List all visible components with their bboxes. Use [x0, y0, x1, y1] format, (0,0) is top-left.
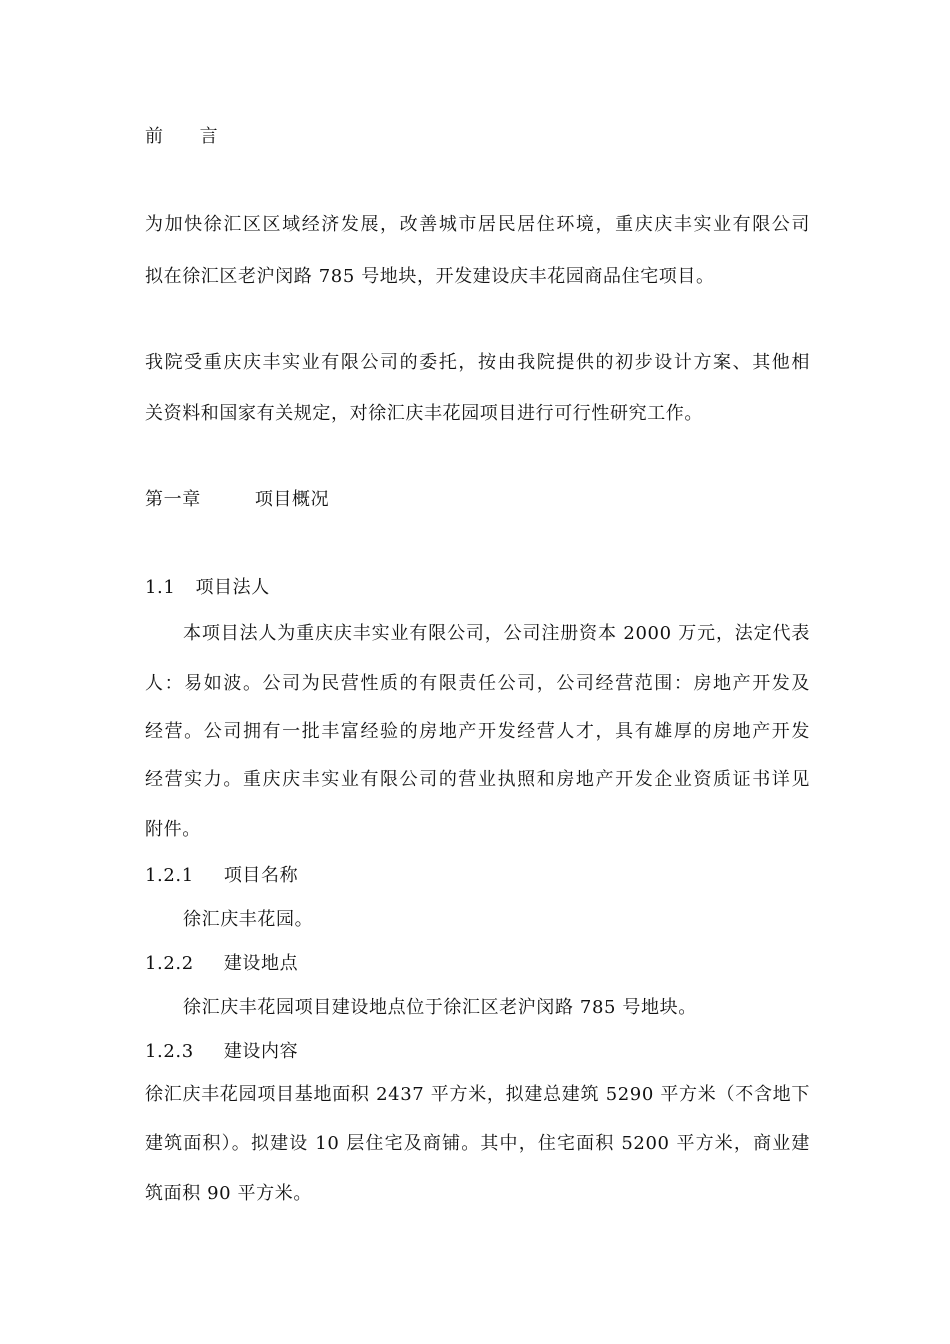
section-1-1-line-3: 经营。公司拥有一批丰富经验的房地产开发经营人才，具有雄厚的房地产开发	[145, 721, 810, 742]
chapter-1-title: 项目概况	[254, 489, 330, 510]
section-1-2-2-body: 徐汇庆丰花园项目建设地点位于徐汇区老沪闵路 785 号地块。	[183, 997, 697, 1018]
section-1-2-3-heading	[145, 1040, 810, 1064]
section-1-1-number: 1.1	[145, 577, 176, 598]
preface-paragraph-2-line-1: 我院受重庆庆丰实业有限公司的委托，按由我院提供的初步设计方案、其他相	[145, 352, 810, 373]
section-1-2-2-number: 1.2.2	[145, 953, 194, 974]
section-1-1-line-4: 经营实力。重庆庆丰实业有限公司的营业执照和房地产开发企业资质证书详见	[145, 769, 810, 790]
chapter-1-heading	[145, 488, 810, 512]
section-1-2-1-number: 1.2.1	[145, 865, 194, 886]
section-1-2-2-heading	[145, 952, 810, 976]
section-1-1-line-1: 本项目法人为重庆庆丰实业有限公司，公司注册资本 2000 万元，法定代表	[183, 623, 810, 644]
preface-heading	[145, 125, 810, 149]
section-1-2-3-number: 1.2.3	[145, 1041, 194, 1062]
section-1-2-2-title: 建设地点	[223, 953, 299, 974]
section-1-2-1-title: 项目名称	[223, 865, 299, 886]
preface-heading-char-2: 言	[199, 126, 219, 147]
section-1-2-3-line-3: 筑面积 90 平方米。	[145, 1183, 312, 1204]
preface-paragraph-1-line-1: 为加快徐汇区区域经济发展，改善城市居民居住环境，重庆庆丰实业有限公司	[145, 214, 810, 235]
section-1-2-3-title: 建设内容	[223, 1041, 299, 1062]
section-1-1-line-5: 附件。	[145, 819, 201, 840]
preface-paragraph-2-line-2: 关资料和国家有关规定，对徐汇庆丰花园项目进行可行性研究工作。	[145, 403, 703, 424]
preface-heading-char-1: 前	[145, 126, 164, 147]
section-1-2-1-body: 徐汇庆丰花园。	[183, 909, 314, 930]
section-1-1-title: 项目法人	[195, 577, 270, 598]
section-1-2-1-heading	[145, 864, 810, 888]
section-1-2-3-line-2: 建筑面积）。拟建设 10 层住宅及商铺。其中，住宅面积 5200 平方米，商业建	[145, 1133, 810, 1154]
section-1-1-heading	[145, 576, 810, 600]
section-1-2-3-line-1: 徐汇庆丰花园项目基地面积 2437 平方米，拟建总建筑 5290 平方米（不含地下	[145, 1084, 810, 1105]
chapter-1-number: 第一章	[145, 489, 201, 510]
preface-paragraph-1-line-2: 拟在徐汇区老沪闵路 785 号地块，开发建设庆丰花园商品住宅项目。	[145, 266, 715, 287]
section-1-1-line-2: 人：易如波。公司为民营性质的有限责任公司，公司经营范围：房地产开发及	[145, 673, 810, 694]
